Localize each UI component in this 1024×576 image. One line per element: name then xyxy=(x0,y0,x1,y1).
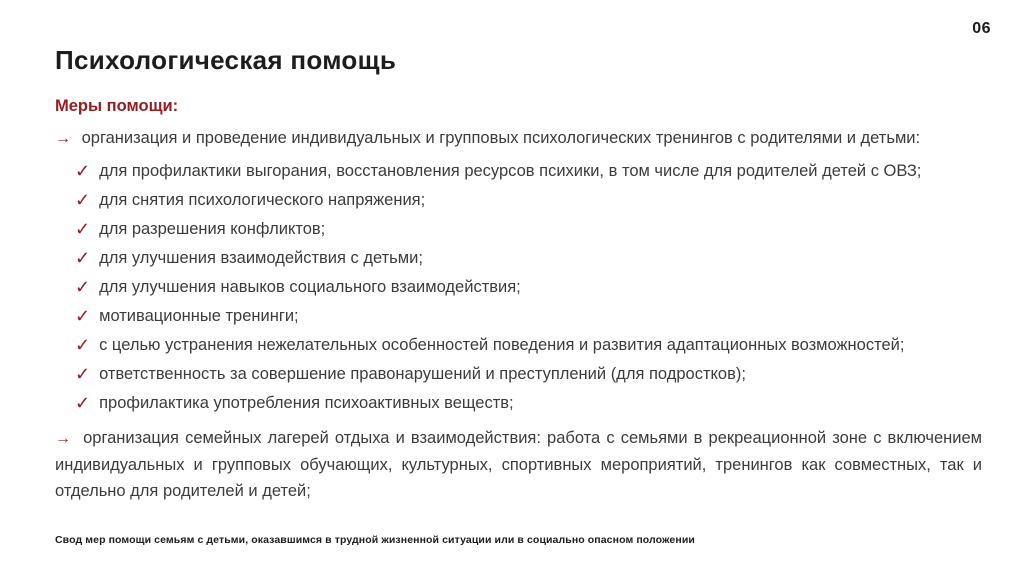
check-item-text: для профилактики выгорания, восстановления ресурсов психики, в том числе для родителей детей с ОВЗ; xyxy=(99,162,922,180)
list-item xyxy=(75,335,982,355)
section-subtitle: Меры помощи: xyxy=(55,97,179,115)
check-item-text: с целью устранения нежелательных особенностей поведения и развития адаптационных возможностей; xyxy=(99,336,905,354)
list-item xyxy=(55,125,982,152)
arrow-bullet-icon: → xyxy=(55,130,71,147)
check-item-text: для улучшения взаимодействия с детьми; xyxy=(99,249,423,267)
list-item xyxy=(55,425,982,504)
list-item xyxy=(75,393,982,413)
check-icon: ✓ xyxy=(75,335,91,355)
check-icon: ✓ xyxy=(75,161,91,181)
check-icon: ✓ xyxy=(75,277,91,297)
page-title: Психологическая помощь xyxy=(55,45,397,75)
check-icon: ✓ xyxy=(75,364,91,384)
checklist xyxy=(75,161,982,413)
check-icon: ✓ xyxy=(75,306,91,326)
bullet-text: организация и проведение индивидуальных и групповых психологических тренингов с родителями и детьми: xyxy=(81,129,921,147)
check-icon: ✓ xyxy=(75,393,91,413)
bullet-text: организация семейных лагерей отдыха и взаимодействия: работа с семьями в рекреационной зоне с включением индивидуальных и групповых обучающих, культурных, спортивных мероприятий, тренингов как совместных, так и отдельно для родителей и детей; xyxy=(55,429,982,500)
list-item xyxy=(75,219,982,239)
check-icon: ✓ xyxy=(75,190,91,210)
arrow-bullet-icon: → xyxy=(55,430,71,447)
list-item xyxy=(75,190,982,210)
check-item-text: ответственность за совершение правонарушений и преступлений (для подростков); xyxy=(99,365,746,383)
check-item-text: для снятия психологического напряжения; xyxy=(99,191,426,209)
list-item xyxy=(75,248,982,268)
check-item-text: для разрешения конфликтов; xyxy=(99,220,326,238)
check-icon: ✓ xyxy=(75,219,91,239)
slide-content xyxy=(0,44,1024,504)
list-item xyxy=(75,306,982,326)
list-item xyxy=(75,364,982,384)
check-icon: ✓ xyxy=(75,248,91,268)
list-item xyxy=(75,277,982,297)
check-item-text: мотивационные тренинги; xyxy=(99,307,299,325)
list-item xyxy=(75,161,982,181)
check-item-text: профилактика употребления психоактивных веществ; xyxy=(99,394,514,412)
page-number: 06 xyxy=(972,20,991,37)
check-item-text: для улучшения навыков социального взаимодействия; xyxy=(99,278,521,296)
footer-note: Свод мер помощи семьям с детьми, оказавшимся в трудной жизненной ситуации или в социально опасном положении xyxy=(55,534,695,546)
